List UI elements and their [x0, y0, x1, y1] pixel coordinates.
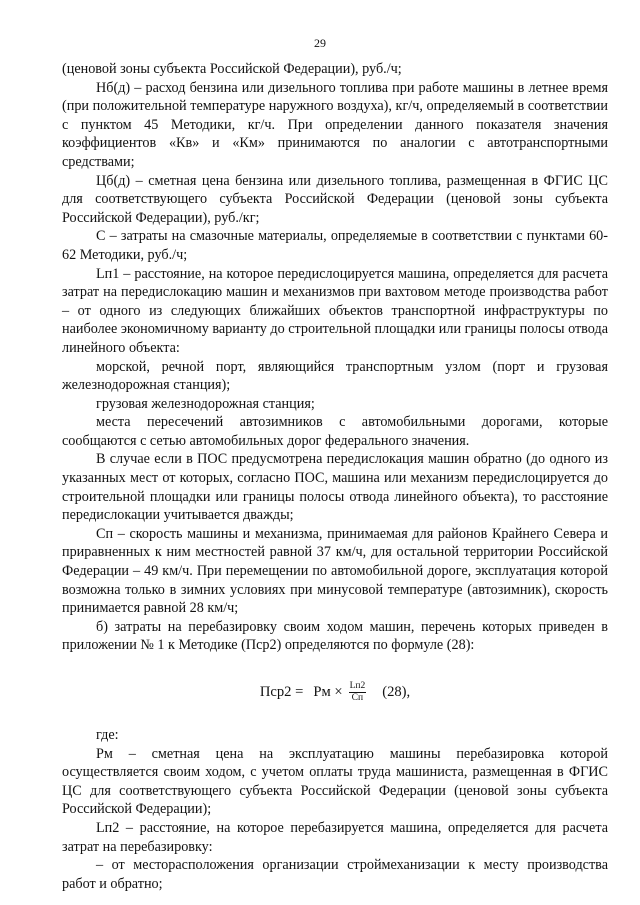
paragraph: места пересечений автозимников с автомобильными дорогами, которые сообщаются с сетью автомобильных дорог федерального значения.: [62, 414, 608, 449]
paragraph: (ценовой зоны субъекта Российской Федерации), руб./ч;: [62, 61, 402, 77]
paragraph: Lп2 – расстояние, на которое перебазируется машина, определяется для расчета затрат на перебазировку:: [62, 819, 608, 855]
document-body: [62, 60, 608, 893]
formula-28: [62, 681, 608, 704]
paragraph: Lп1 – расстояние, на которое передислоцируется машина, определяется для расчета затрат на передислокацию машин и механизмов при вахтовом методе производства работ – от одного из следующих ближайших объектов транспортной инфраструктуры по наиболее экономичному варианту до строительной площадки или границы полосы отвода линейного объекта:: [62, 265, 608, 356]
formula-factor: Рм ×: [313, 684, 343, 701]
page-number: 29: [314, 36, 326, 50]
formula-lhs: Пср2 =: [259, 684, 304, 701]
paragraph: б) затраты на перебазировку своим ходом машин, перечень которых приведен в приложении № 1 к Методике (Пср2) определяются по формуле (28):: [62, 618, 608, 654]
paragraph: где:: [96, 727, 119, 743]
paragraph: Рм – сметная цена на эксплуатацию машины перебазировка которой осуществляется своим ходом, с учетом оплаты труда машиниста, размещенная в ФГИС ЦС для соответствующего субъекта Российской Федерации (ценовой зоны субъекта Российской Федерации);: [62, 745, 608, 818]
paragraph: – от месторасположения организации строймеханизации к месту производства работ и обратно;: [62, 857, 608, 892]
paragraph: грузовая железнодорожная станция;: [96, 395, 315, 412]
formula-numerator: Lп2: [349, 681, 366, 691]
formula-fraction: [349, 681, 367, 704]
paragraph: Сп – скорость машины и механизма, принимаемая для районов Крайнего Севера и приравненных к ним местностей равной 37 км/ч, для остальной территории Российской Федерации – 49 км/ч. При перемещении по автомобильной дороге, эксплуатация которой возможна только в зимних условиях при минусовой температуре (автозимник), скорость принимается равной 28 км/ч;: [62, 525, 608, 617]
paragraph: В случае если в ПОС предусмотрена передислокация машин обратно (до одного из указанных мест от которых, согласно ПОС, машина или механизм передислоцируется до строительной площадки или границы полосы отвода линейного объекта), то расстояние передислокации учитывается дважды;: [62, 451, 608, 524]
paragraph: Цб(д) – сметная цена бензина или дизельного топлива, размещенная в ФГИС ЦС для соответствующего субъекта Российской Федерации (ценовой зоны субъекта Российской Федерации), руб./кг;: [62, 172, 608, 226]
formula-label: (28),: [382, 684, 411, 701]
paragraph: Нб(д) – расход бензина или дизельного топлива при работе машины в летнее время (при положительной температуре наружного воздуха), кг/ч, определяемый в соответствии с пунктом 45 Методики, кг/ч. При определении данного показателя значения коэффициентов «Кв» и «Км» принимаются по аналогии с автотранспортными средствами;: [62, 79, 608, 170]
paragraph: С – затраты на смазочные материалы, определяемые в соответствии с пунктами 60- 62 Методики, руб./ч;: [62, 228, 608, 263]
formula-denominator: Сп: [351, 693, 364, 703]
paragraph: морской, речной порт, являющийся транспортным узлом (порт и грузовая железнодорожная станция);: [62, 358, 608, 394]
